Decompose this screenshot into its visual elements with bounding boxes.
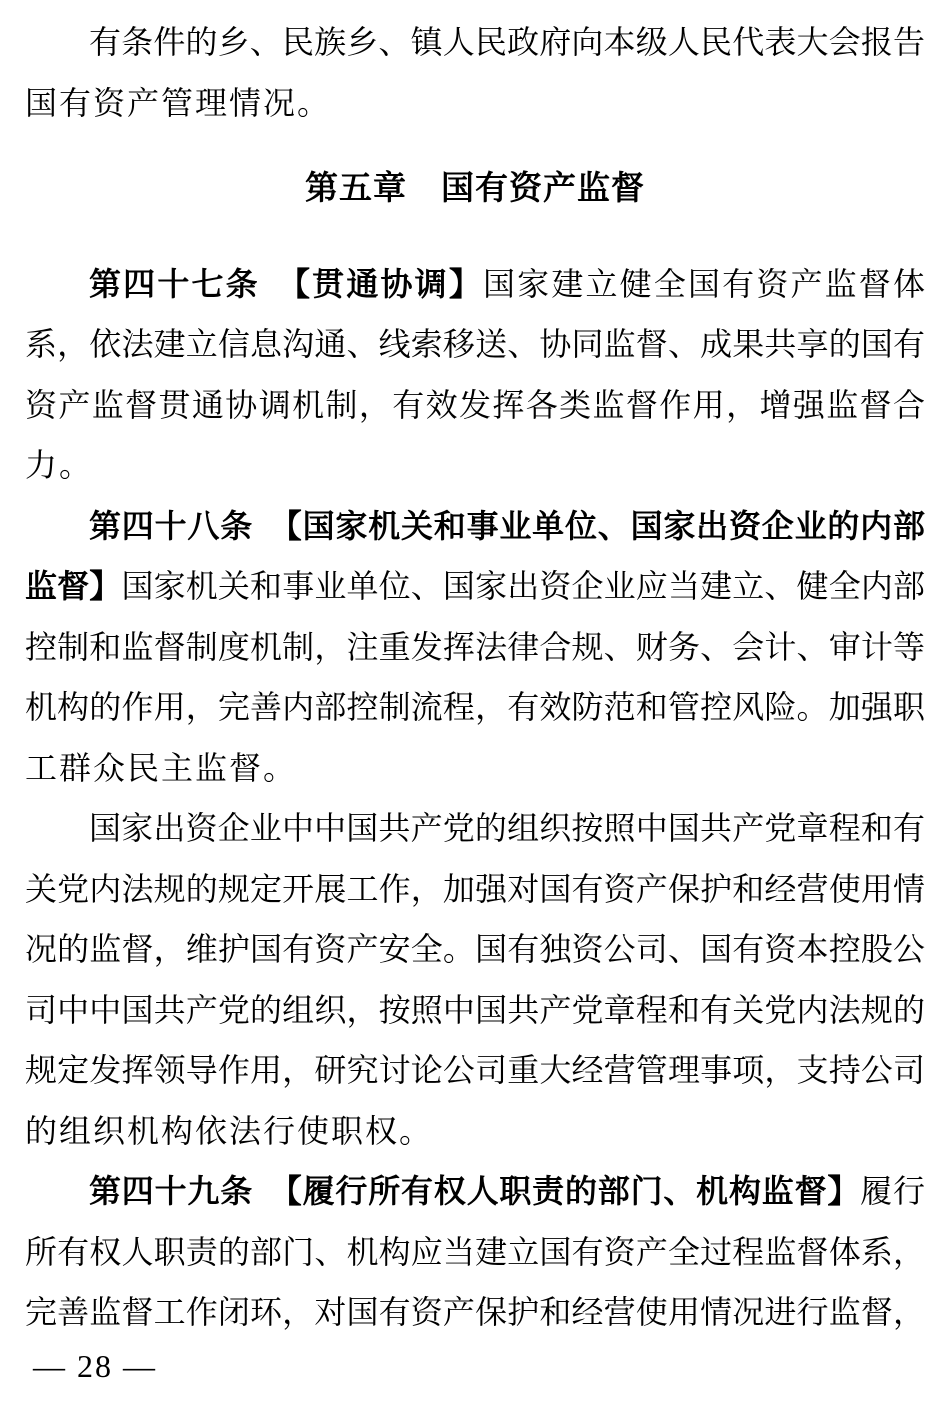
article-title: 监督】 (25, 568, 122, 604)
article-title: 【履行所有权人职责的部门、机构监督】 (285, 1173, 861, 1209)
body-text: 国有资产管理情况。 (25, 84, 332, 121)
body-text: 司中中国共产党的组织，按照中国共产党章程和有关党内法规的 (25, 991, 925, 1028)
body-text: 的组织机构依法行使职权。 (25, 1112, 434, 1149)
body-text: 完善监督工作闭环，对国有资产保护和经营使用情况进行监督， (25, 1294, 925, 1330)
body-text: 履行 (860, 1173, 925, 1209)
body-text: 机构的作用，完善内部控制流程，有效防范和管控风险。加强职 (25, 689, 925, 725)
body-text: 资产监督贯通协调机制，有效发挥各类监督作用，增强监督合 (25, 386, 925, 423)
page-number: — 28 — (33, 1348, 157, 1384)
text-line (25, 496, 925, 557)
body-text: 国家机关和事业单位、国家出资企业应当建立、健全内部 (121, 568, 925, 604)
body-text: 关党内法规的规定开展工作，加强对国有资产保护和经营使用情 (25, 870, 925, 907)
article-number: 第四十九条 (89, 1173, 286, 1209)
text-line (25, 919, 925, 980)
body-text: 所有权人职责的部门、机构应当建立国有资产全过程监督体系， (25, 1233, 925, 1270)
text-line (25, 798, 925, 859)
text-line (25, 1161, 925, 1222)
text-line (25, 859, 925, 920)
text-line (25, 617, 925, 678)
body-text: 有条件的乡、民族乡、镇人民政府向本级人民代表大会报告 (89, 24, 925, 60)
body-text: 国家建立健全国有资产监督体 (483, 265, 925, 302)
body-text: 控制和监督制度机制，注重发挥法律合规、财务、会计、审计等 (25, 628, 925, 665)
text-line (25, 1101, 925, 1162)
text-line (25, 435, 925, 496)
text-line (25, 73, 925, 134)
text-line (25, 556, 925, 617)
text-line (25, 254, 925, 315)
text-line (25, 314, 925, 375)
text-line (25, 980, 925, 1041)
article-number: 第四十八条 (89, 507, 286, 544)
body-text: 况的监督，维护国有资产安全。国有独资公司、国有资本控股公 (25, 931, 925, 967)
body-text: 系，依法建立信息沟通、线索移送、协同监督、成果共享的国有 (25, 326, 925, 362)
body-text: 工群众民主监督。 (25, 749, 298, 786)
text-line (25, 738, 925, 799)
text-line (25, 375, 925, 436)
text-line (25, 1222, 925, 1283)
chapter-heading: 第五章 国有资产监督 (305, 169, 645, 206)
text-line (25, 677, 925, 738)
text-line (25, 12, 925, 73)
article-title: 【贯通协调】 (294, 265, 483, 302)
text-line (25, 1040, 925, 1101)
body-text: 力。 (25, 447, 94, 483)
article-number: 第四十七条 (89, 265, 294, 302)
article-title: 【国家机关和事业单位、国家出资企业的内部 (285, 507, 925, 544)
page-footer (33, 1348, 157, 1385)
text-line (25, 1282, 925, 1343)
body-text: 规定发挥领导作用，研究讨论公司重大经营管理事项，支持公司 (25, 1052, 925, 1088)
body-text: 国家出资企业中中国共产党的组织按照中国共产党章程和有 (89, 810, 925, 846)
